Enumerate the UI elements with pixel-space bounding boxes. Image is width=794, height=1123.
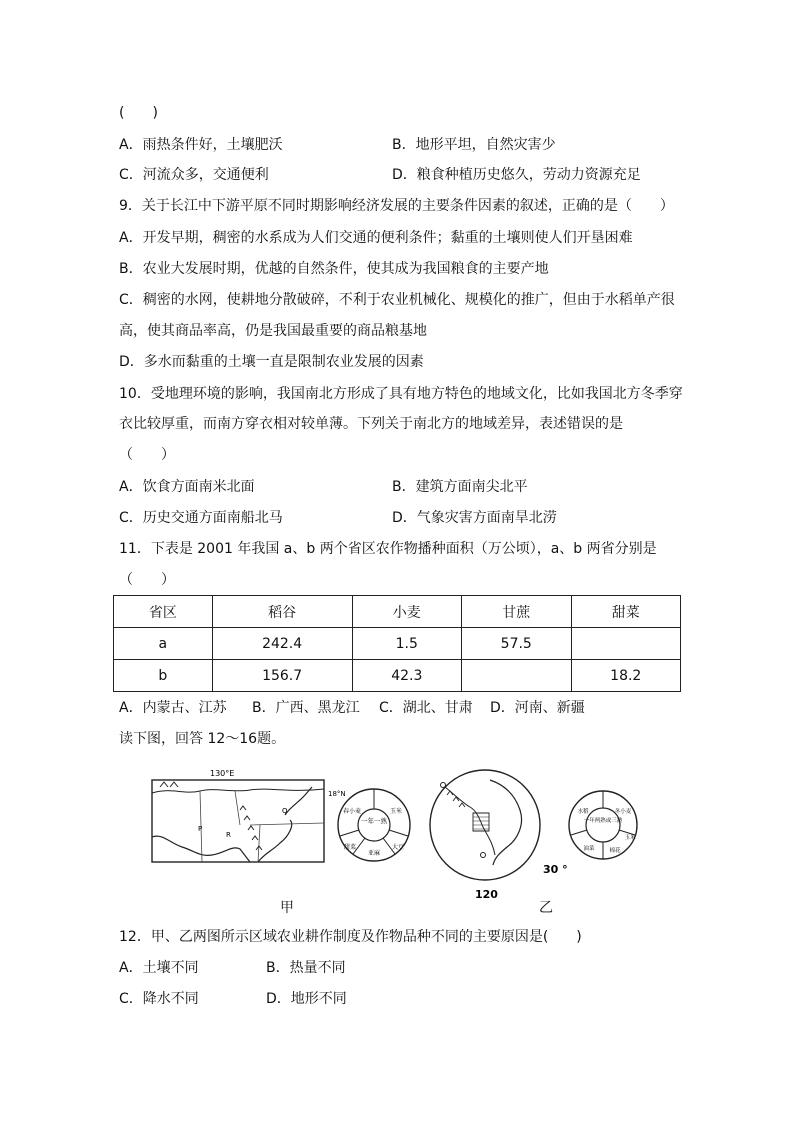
q8-paren: ( ) <box>119 105 158 121</box>
table-cell: 242.4 <box>212 628 352 660</box>
map1-latitude-label: 18°N <box>328 790 346 798</box>
wheel2-crop: 冬小麦 <box>614 809 632 815</box>
q9-option-d: D．多水而黏重的土壤一直是限制农业发展的因素 <box>119 354 424 370</box>
map2-longitude-label: 120 <box>475 888 498 901</box>
wheel1-crop: 春小麦 <box>342 808 362 815</box>
q11-option-c: C．湖北、甘肃 <box>379 700 473 716</box>
figure-maps <box>140 765 660 915</box>
wheel2-crop: 油菜 <box>583 846 595 852</box>
q11-option-d: D．河南、新疆 <box>490 700 585 716</box>
q10-option-b: B．建筑方面南尖北平 <box>392 479 528 495</box>
map-yi <box>430 770 568 901</box>
map1-point-q: Q <box>282 807 288 815</box>
q11-paren: （ ） <box>119 572 175 588</box>
wheel1-crop: 亚麻 <box>367 850 381 857</box>
wheel2-center-label: 一年两熟或三熟 <box>583 818 623 824</box>
wheel2-crop: 棉花 <box>609 848 621 854</box>
table-header: 小麦 <box>352 596 461 628</box>
q8-option-d: D．粮食种植历史悠久，劳动力资源充足 <box>392 167 641 183</box>
q10-option-d: D．气象灾害方面南旱北涝 <box>392 510 557 526</box>
q12-stem: 12．甲、乙两图所示区域农业耕作制度及作物品种不同的主要原因是( ) <box>119 929 582 945</box>
crop-area-table <box>113 595 681 692</box>
table-cell: 57.5 <box>462 628 571 660</box>
figure-caption-jia: 甲 <box>280 900 294 916</box>
q11-option-a: A．内蒙古、江苏 <box>119 700 227 716</box>
map1-longitude-label: 130°E <box>210 769 235 778</box>
q10-option-c: C．历史交通方面南船北马 <box>119 510 283 526</box>
table-cell: 42.3 <box>352 660 461 692</box>
table-cell: a <box>114 628 213 660</box>
wheel2-crop: 水稻 <box>577 809 589 815</box>
wheel2-crop: 玉米 <box>624 835 636 841</box>
table-cell <box>571 628 681 660</box>
wheel1-crop: 玉米 <box>389 808 403 815</box>
table-header-row <box>114 596 681 628</box>
figure-caption-yi: 乙 <box>539 900 553 916</box>
table-cell: b <box>114 660 213 692</box>
q9-stem: 9．关于长江中下游平原不同时期影响经济发展的主要条件因素的叙述，正确的是（ ） <box>119 198 674 214</box>
table-row <box>114 628 681 660</box>
q12-option-b: B．热量不同 <box>266 960 346 976</box>
table-cell: 18.2 <box>571 660 681 692</box>
q12-option-d: D．地形不同 <box>266 991 347 1007</box>
table-cell <box>462 660 571 692</box>
q11-option-b: B．广西、黑龙江 <box>252 700 360 716</box>
q8-option-a: A．雨热条件好，土壤肥沃 <box>119 137 283 153</box>
q10-paren: （ ） <box>119 447 175 463</box>
table-row <box>114 660 681 692</box>
q12-option-a: A．土壤不同 <box>119 960 199 976</box>
table-header: 甘蔗 <box>462 596 571 628</box>
map1-point-r: R <box>226 831 231 839</box>
q9-option-c-line1: C．稠密的水网，使耕地分散破碎，不利于农业机械化、规模化的推广，但由于水稻单产很 <box>119 292 675 308</box>
crop-wheel-yi <box>569 791 637 859</box>
table-header: 稻谷 <box>212 596 352 628</box>
wheel1-crop: 大豆 <box>391 844 405 851</box>
table-cell: 1.5 <box>352 628 461 660</box>
q9-option-a: A．开发早期，稠密的水系成为人们交通的便利条件；黏重的土壤则使人们开垦困难 <box>119 230 633 246</box>
wheel1-center-label: 一年一熟 <box>361 817 387 825</box>
q8-option-b: B．地形平坦，自然灾害少 <box>392 137 556 153</box>
q11-stem: 11．下表是 2001 年我国 a、b 两个省区农作物播种面积（万公顷），a、b 两省分别是 <box>119 541 657 557</box>
wheel1-crop: 甜菜 <box>343 844 357 851</box>
map-jia <box>152 769 346 862</box>
table-cell: 156.7 <box>212 660 352 692</box>
table-header: 省区 <box>114 596 213 628</box>
table-header: 甜菜 <box>571 596 681 628</box>
q10-stem-line2: 衣比较厚重，而南方穿衣相对较单薄。下列关于南北方的地域差异，表述错误的是 <box>119 416 623 432</box>
q10-option-a: A．饮食方面南米北面 <box>119 479 255 495</box>
read-instruction: 读下图，回答 12～16题。 <box>119 731 286 747</box>
q9-option-b: B．农业大发展时期，优越的自然条件，使其成为我国粮食的主要产地 <box>119 261 549 277</box>
q10-stem-line1: 10．受地理环境的影响，我国南北方形成了具有地方特色的地域文化，比如我国北方冬季穿 <box>119 386 683 402</box>
crop-wheel-jia <box>338 789 410 861</box>
q12-option-c: C．降水不同 <box>119 991 199 1007</box>
q9-option-c-line2: 高，使其商品率高，仍是我国最重要的商品粮基地 <box>119 323 427 339</box>
map1-point-p: P <box>198 825 203 833</box>
map2-latitude-label: 30 ° <box>543 863 568 876</box>
q8-option-c: C．河流众多，交通便利 <box>119 167 269 183</box>
